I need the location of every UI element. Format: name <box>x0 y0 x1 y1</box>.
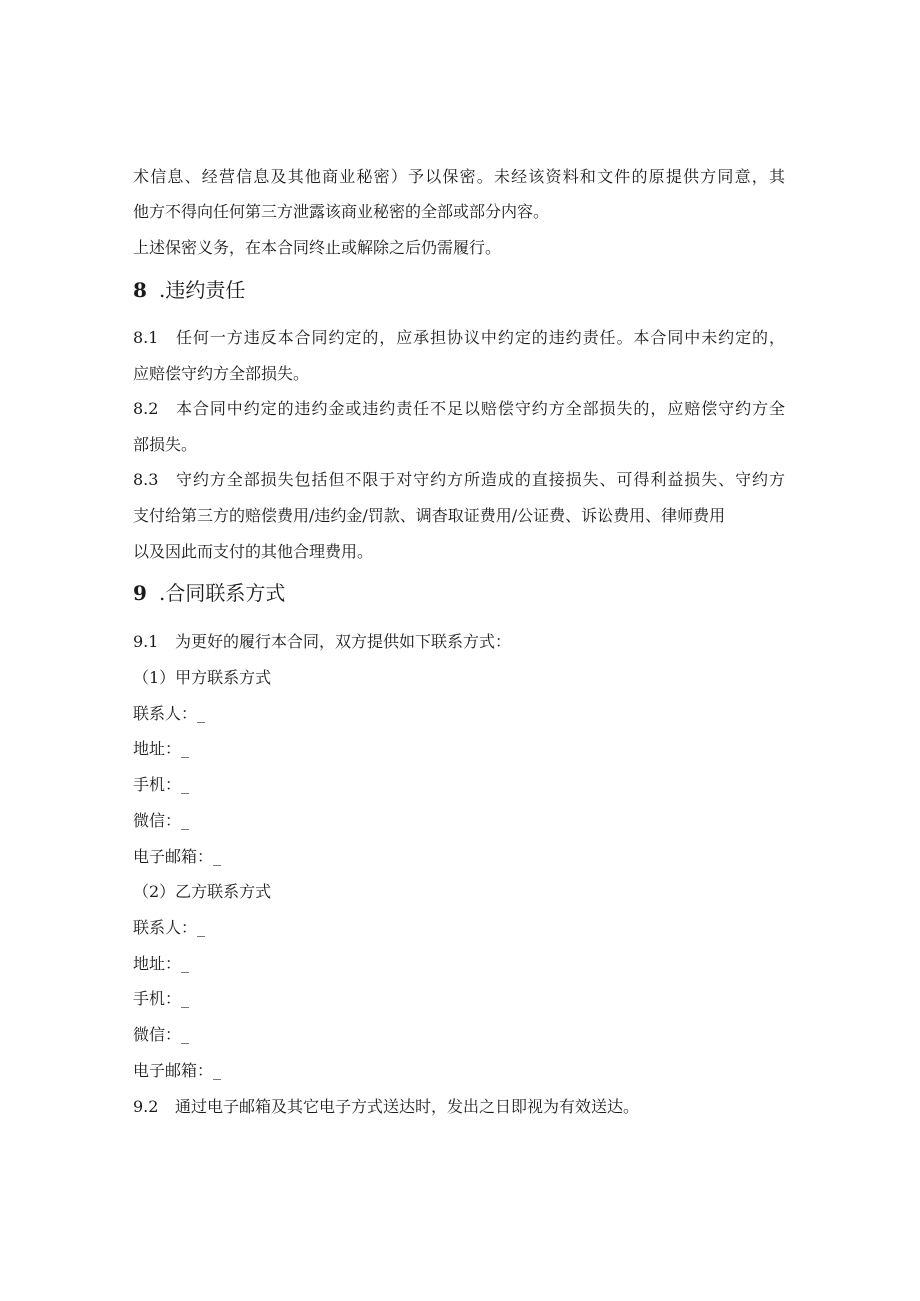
clause-8-1-line-1 <box>133 328 785 348</box>
section-9-title: .合同联系方式 <box>159 581 286 605</box>
section-8-heading <box>133 277 245 303</box>
party-b-heading: （2）乙方联系方式 <box>133 882 272 901</box>
section-8-title: .违约责任 <box>159 278 246 302</box>
section-9-heading <box>133 580 285 606</box>
party-b-address: 地址：_ <box>133 954 190 973</box>
party-a-mobile: 手机：_ <box>133 775 190 794</box>
party-a-heading: （1）甲方联系方式 <box>133 668 272 687</box>
clause-9-2-number: 9.2 <box>133 1097 159 1116</box>
clause-8-2-text: 本合同中约定的违约金或违约责任不足以赔偿守约方全部损失的，应赔偿守约方全 <box>175 399 785 418</box>
party-b-wechat: 微信：_ <box>133 1025 190 1044</box>
party-b-email: 电子邮箱：_ <box>133 1061 222 1080</box>
party-a-email: 电子邮箱：_ <box>133 847 222 866</box>
confidentiality-line-3: 上述保密义务，在本合同终止或解除之后仍需履行。 <box>133 238 502 257</box>
party-b-mobile: 手机：_ <box>133 989 190 1008</box>
clause-9-2 <box>133 1097 639 1117</box>
clause-9-1-number: 9.1 <box>133 632 159 651</box>
party-a-contact: 联系人：_ <box>133 704 206 723</box>
party-b-contact: 联系人：_ <box>133 918 206 937</box>
clause-9-1-text: 为更好的履行本合同，双方提供如下联系方式： <box>175 632 512 651</box>
clause-8-1-line-2: 应赔偿守约方全部损失。 <box>133 364 310 383</box>
party-a-wechat: 微信：_ <box>133 811 190 830</box>
clause-8-2-number: 8.2 <box>133 399 159 418</box>
party-a-address: 地址：_ <box>133 739 190 758</box>
clause-8-3-text: 守约方全部损失包括但不限于对守约方所造成的直接损失、可得利益损失、守约方 <box>175 470 785 489</box>
section-8-number: 8 <box>133 278 147 302</box>
confidentiality-line-2: 他方不得向任何第三方泄露该商业秘密的全部或部分内容。 <box>133 202 550 221</box>
clause-8-3-number: 8.3 <box>133 470 159 489</box>
clause-9-2-text: 通过电子邮箱及其它电子方式送达时，发出之日即视为有效送达。 <box>175 1097 640 1116</box>
clause-9-1 <box>133 632 511 652</box>
clause-8-3-line-2: 支付给第三方的赔偿费用/违约金/罚款、调杳取证费用/公证费、诉讼费用、律师费用 <box>133 506 726 525</box>
clause-8-2-line-1 <box>133 399 785 419</box>
clause-8-3-line-1 <box>133 470 785 490</box>
confidentiality-line-1: 术信息、经营信息及其他商业秘密）予以保密。未经该资料和文件的原提供方同意，其 <box>133 167 785 186</box>
section-9-number: 9 <box>133 581 147 605</box>
clause-8-1-number: 8.1 <box>133 328 159 347</box>
clause-8-3-line-3: 以及因此而支付的其他合理费用。 <box>133 542 374 561</box>
clause-8-1-text: 任何一方违反本合同约定的，应承担协议中约定的违约责任。本合同中未约定的， <box>175 328 785 347</box>
clause-8-2-line-2: 部损失。 <box>133 435 198 454</box>
